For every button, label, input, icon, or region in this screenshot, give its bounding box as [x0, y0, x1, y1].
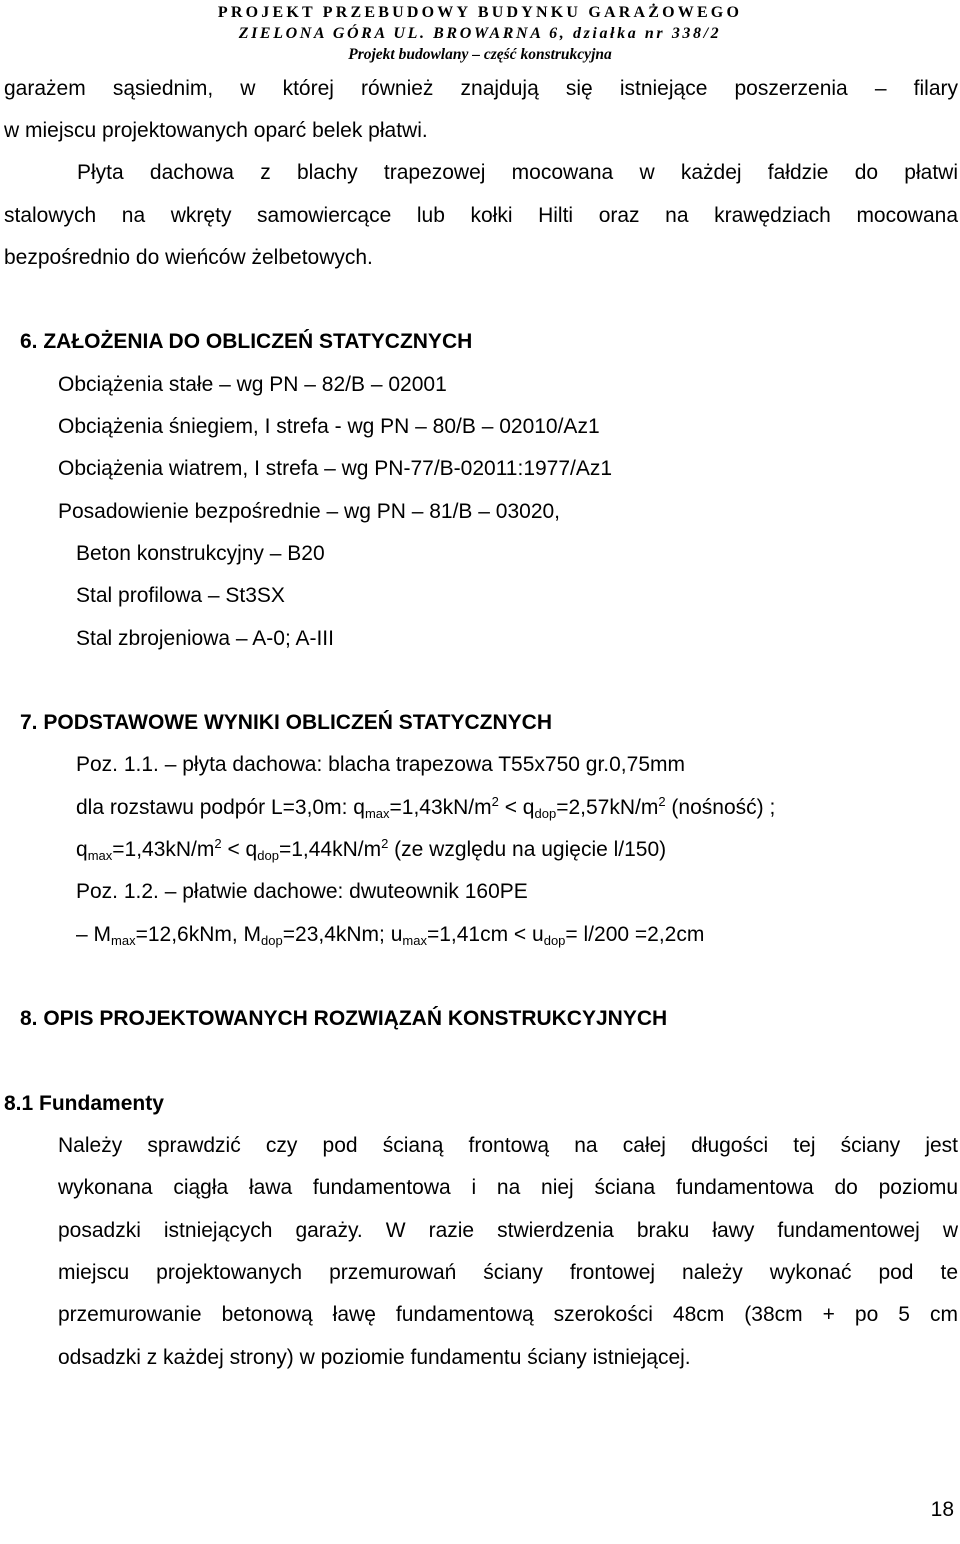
s81-line-2: wykonana ciągła ława fundamentowa i na niej ściana fundamentowa do poziomu: [58, 1176, 958, 1199]
s6-item-3: Obciążenia wiatrem, I strefa – wg PN-77/B-02011:1977/Az1: [58, 457, 613, 480]
s6-item-4: Posadowienie bezpośrednie – wg PN – 81/B – 03020,: [58, 500, 561, 523]
s81-line-3: posadzki istniejących garaży. W razie stwierdzenia braku ławy fundamentowej w: [58, 1219, 958, 1242]
intro-line-1: garażem sąsiednim, w której również znajdują się istniejące poszerzenia – filary: [4, 77, 958, 100]
s7-poz-1-1: Poz. 1.1. – płyta dachowa: blacha trapezowa T55x750 gr.0,75mm: [76, 753, 685, 776]
s6-item-5: Beton konstrukcyjny – B20: [76, 542, 325, 565]
header-project-title: PROJEKT PRZEBUDOWY BUDYNKU GARAŻOWEGO: [217, 4, 743, 21]
s7-result-2: $q_{max}=1,43kN/m^2 < q_{dop}=1,44kN/m^2$ (ze względu na ugięcie l/150): [76, 836, 667, 863]
page-header: [0, 2, 960, 65]
section-6-heading: 6. ZAŁOŻENIA DO OBLICZEŃ STATYCZNYCH: [20, 330, 473, 353]
s81-line-5: przemurowanie betonową ławę fundamentową szerokości 48cm (38cm + po 5 cm: [58, 1303, 958, 1326]
section-7-heading: 7. PODSTAWOWE WYNIKI OBLICZEŃ STATYCZNYCH: [20, 711, 552, 734]
intro-line-3: Płyta dachowa z blachy trapezowej mocowana w każdej fałdzie do płatwi: [77, 161, 958, 184]
intro-line-2: w miejscu projektowanych oparć belek płatwi.: [4, 119, 428, 142]
header-address: ZIELONA GÓRA UL. BROWARNA 6, działka nr 338/2: [238, 25, 722, 42]
s81-line-4: miejscu projektowanych przemurowań ściany frontowej należy wykonać pod te: [58, 1261, 958, 1284]
s7-result-1: dla rozstawu podpór L=3,0m: $q_{max}=1,43kN/m^2 < q_{dop}=2,57kN/m^2$ (nośność) ;: [76, 794, 776, 821]
s7-poz-1-2: Poz. 1.2. – płatwie dachowe: dwuteownik 160PE: [76, 880, 528, 903]
s7-result-3: – $M_{max}=12,6kNm$, $M_{dop}=23,4kNm$; $u_{max}=1,41cm < u_{dop}= l/200 =2,2cm$: [76, 923, 705, 948]
intro-line-5: bezpośrednio do wieńców żelbetowych.: [4, 246, 373, 269]
section-8-1-heading: 8.1 Fundamenty: [4, 1092, 164, 1115]
intro-line-4: stalowych na wkręty samowiercące lub kołki Hilti oraz na krawędziach mocowana: [4, 204, 958, 227]
s6-item-6: Stal profilowa – St3SX: [76, 584, 285, 607]
s6-item-1: Obciążenia stałe – wg PN – 82/B – 02001: [58, 373, 447, 396]
header-subtitle: Projekt budowlany – część konstrukcyjna: [348, 46, 612, 63]
s81-line-6: odsadzki z każdej strony) w poziomie fundamentu ściany istniejącej.: [58, 1346, 691, 1369]
page-number: 18: [930, 1498, 954, 1521]
s6-item-7: Stal zbrojeniowa – A-0; A-III: [76, 627, 334, 650]
s6-item-2: Obciążenia śniegiem, I strefa - wg PN – 80/B – 02010/Az1: [58, 415, 600, 438]
section-8-heading: 8. OPIS PROJEKTOWANYCH ROZWIĄZAŃ KONSTRUKCYJNYCH: [20, 1007, 668, 1030]
s81-line-1: Należy sprawdzić czy pod ścianą frontową na całej długości tej ściany jest: [58, 1134, 958, 1157]
